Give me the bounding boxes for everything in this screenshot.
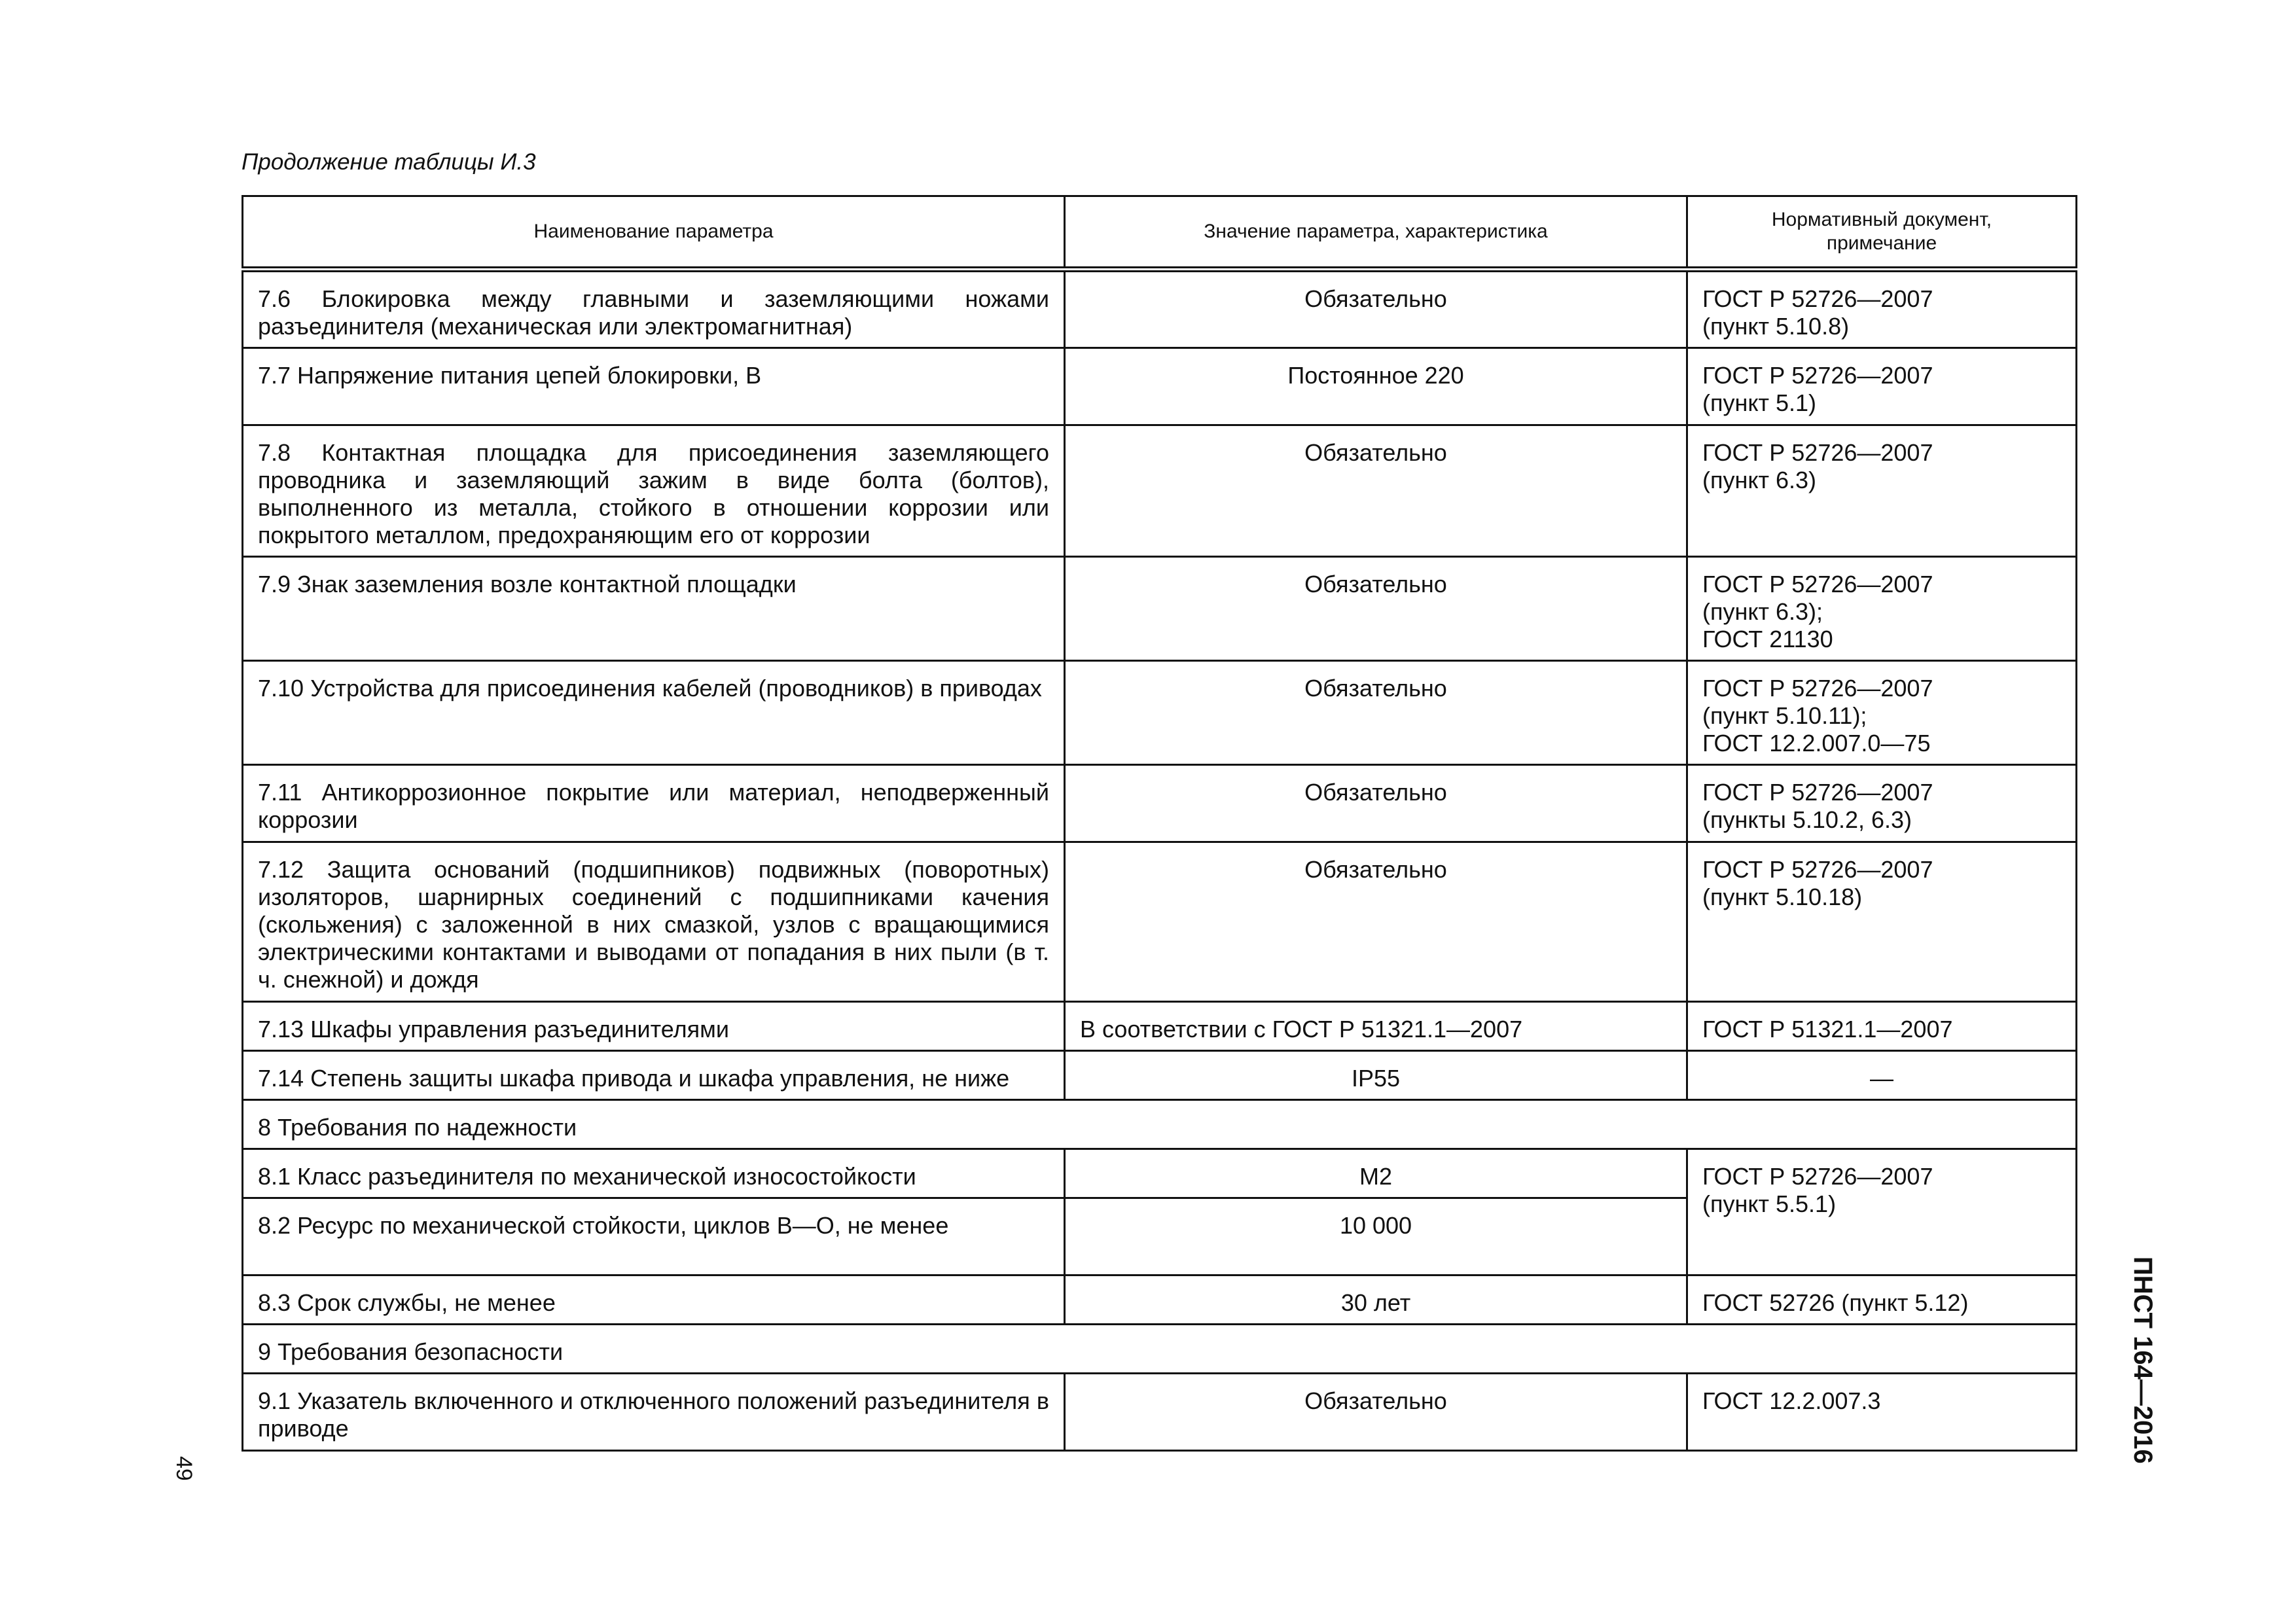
document-designation: ПНСТ 164—2016 — [2128, 1257, 2157, 1464]
param-name: 7.14 Степень защиты шкафа привода и шкафа управления, не ниже — [243, 1051, 1065, 1100]
param-name: 7.9 Знак заземления возле контактной площадки — [243, 557, 1065, 661]
doc-line: ГОСТ Р 52726—2007 — [1702, 439, 1933, 466]
doc-line: ГОСТ 21130 — [1702, 626, 1833, 652]
header-parameter-name: Наименование параметра — [243, 196, 1065, 270]
doc-line: ГОСТ Р 52726—2007 — [1702, 1163, 1933, 1190]
param-name: 7.7 Напряжение питания цепей блокировки, В — [243, 348, 1065, 425]
doc-line: ГОСТ Р 52726—2007 — [1702, 675, 1933, 702]
section-row — [243, 1100, 2077, 1149]
doc-line: (пункт 5.10.18) — [1702, 883, 1863, 910]
param-doc: ГОСТ 12.2.007.3 — [1687, 1374, 2077, 1451]
param-doc — [1687, 557, 2077, 661]
parameters-table — [242, 195, 2077, 1452]
param-value: 30 лет — [1065, 1275, 1687, 1325]
header-parameter-value: Значение параметра, характеристика — [1065, 196, 1687, 270]
param-value: Обязательно — [1065, 661, 1687, 765]
header-doc-line1: Нормативный документ, — [1771, 209, 1992, 230]
doc-line: ГОСТ 12.2.007.0—75 — [1702, 730, 1931, 757]
doc-line: ГОСТ Р 51321.1—2007 — [1702, 1016, 1953, 1043]
table-header-row — [243, 196, 2077, 270]
doc-line: (пункт 5.1) — [1702, 389, 1817, 416]
param-value: Постоянное 220 — [1065, 348, 1687, 425]
doc-line: (пункты 5.10.2, 6.3) — [1702, 806, 1912, 833]
table-row — [243, 270, 2077, 348]
page-number: 49 — [171, 1456, 196, 1481]
table-row — [243, 1275, 2077, 1325]
param-value: М2 — [1065, 1149, 1687, 1198]
section-heading: 9 Требования безопасности — [243, 1325, 2077, 1374]
doc-line: ГОСТ Р 52726—2007 — [1702, 362, 1933, 389]
param-name: 8.3 Срок службы, не менее — [243, 1275, 1065, 1325]
param-doc — [1687, 270, 2077, 348]
doc-line: (пункт 6.3) — [1702, 467, 1817, 493]
doc-line: ГОСТ Р 52726—2007 — [1702, 285, 1933, 312]
doc-line: (пункт 5.10.11); — [1702, 702, 1867, 729]
param-doc — [1687, 661, 2077, 765]
doc-line: (пункт 5.10.8) — [1702, 313, 1850, 340]
section-row — [243, 1325, 2077, 1374]
header-doc-line2: примечание — [1826, 232, 1937, 254]
param-name: 8.2 Ресурс по механической стойкости, циклов В—О, не менее — [243, 1198, 1065, 1275]
table-row — [243, 1149, 2077, 1198]
table-row — [243, 765, 2077, 842]
param-doc — [1687, 1002, 2077, 1051]
param-name: 7.8 Контактная площадка для присоединения заземляющего проводника и заземляющий зажим в виде болта (болтов), выполненного из металла, стойкого в отношении коррозии или покрытого металлом, предохраняющим его от коррозии — [243, 425, 1065, 557]
param-value: Обязательно — [1065, 270, 1687, 348]
param-doc — [1687, 765, 2077, 842]
param-value: Обязательно — [1065, 557, 1687, 661]
param-value: Обязательно — [1065, 1374, 1687, 1451]
table-caption: Продолжение таблицы И.3 — [242, 149, 536, 175]
param-value: 10 000 — [1065, 1198, 1687, 1275]
doc-line: ГОСТ Р 52726—2007 — [1702, 571, 1933, 597]
table-row — [243, 425, 2077, 557]
param-doc: ГОСТ 52726 (пункт 5.12) — [1687, 1275, 2077, 1325]
table-row — [243, 348, 2077, 425]
param-value: Обязательно — [1065, 842, 1687, 1002]
param-name: 7.10 Устройства для присоединения кабелей (проводников) в приводах — [243, 661, 1065, 765]
section-heading: 8 Требования по надежности — [243, 1100, 2077, 1149]
param-value: Обязательно — [1065, 765, 1687, 842]
param-name: 7.11 Антикоррозионное покрытие или материал, неподверженный коррозии — [243, 765, 1065, 842]
param-name: 7.12 Защита оснований (подшипников) подвижных (поворотных) изоляторов, шарнирных соединений с подшипниками качения (скольжения) с заложенной в них смазкой, узлов с вращающимися электрическими контактами и выводами от попадания в них пыли (в т. ч. снежной) и дождя — [243, 842, 1065, 1002]
table-row — [243, 842, 2077, 1002]
doc-line: ГОСТ Р 52726—2007 — [1702, 779, 1933, 806]
param-value: IP55 — [1065, 1051, 1687, 1100]
param-name: 7.6 Блокировка между главными и заземляющими ножами разъединителя (механическая или электромагнитная) — [243, 270, 1065, 348]
table-row — [243, 1374, 2077, 1451]
param-doc — [1687, 842, 2077, 1002]
param-name: 8.1 Класс разъединителя по механической износостойкости — [243, 1149, 1065, 1198]
param-doc: — — [1687, 1051, 2077, 1100]
table-row — [243, 1051, 2077, 1100]
param-doc — [1687, 348, 2077, 425]
table-row — [243, 661, 2077, 765]
param-doc — [1687, 1149, 2077, 1275]
doc-line: ГОСТ Р 52726—2007 — [1702, 856, 1933, 883]
header-normative-document — [1687, 196, 2077, 270]
param-value: В соответствии с ГОСТ Р 51321.1—2007 — [1065, 1002, 1687, 1051]
param-name: 9.1 Указатель включенного и отключенного положений разъединителя в приводе — [243, 1374, 1065, 1451]
param-value: Обязательно — [1065, 425, 1687, 557]
table-row — [243, 557, 2077, 661]
table-row — [243, 1002, 2077, 1051]
doc-line: (пункт 6.3); — [1702, 598, 1823, 625]
doc-line: (пункт 5.5.1) — [1702, 1190, 1837, 1217]
param-name: 7.13 Шкафы управления разъединителями — [243, 1002, 1065, 1051]
param-doc — [1687, 425, 2077, 557]
